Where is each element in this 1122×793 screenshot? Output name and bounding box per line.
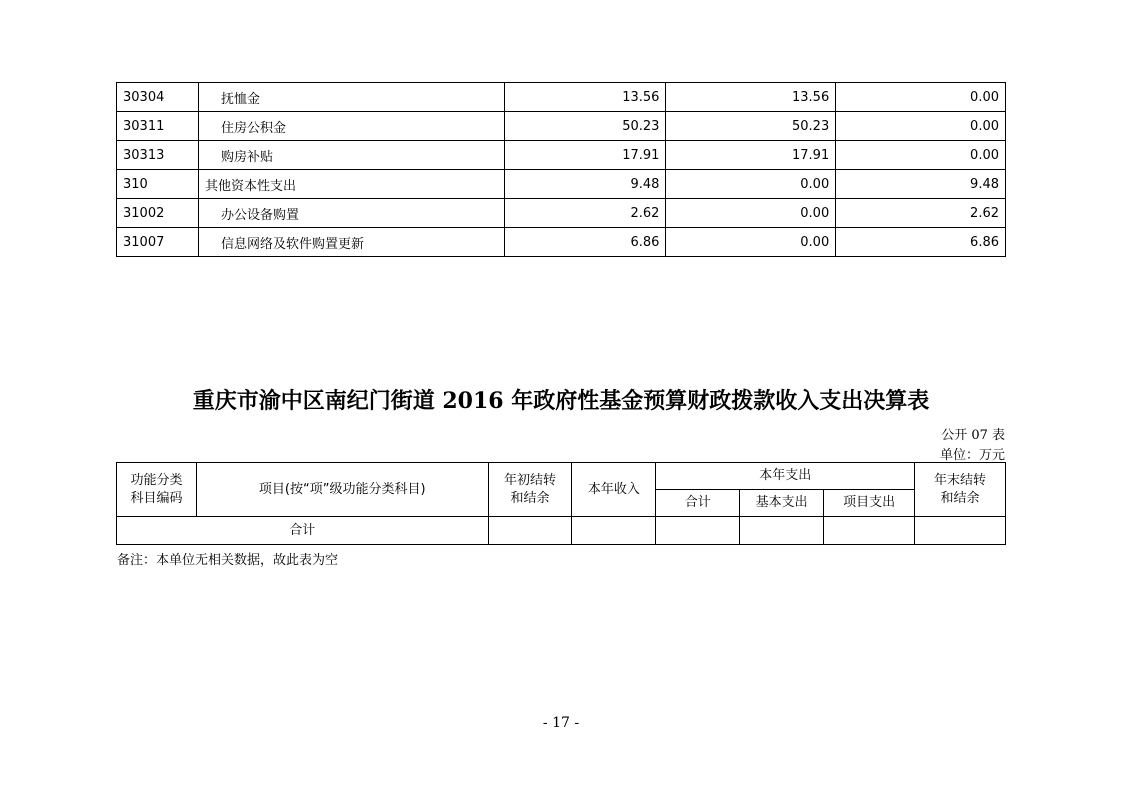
row-name: 信息网络及软件购置更新 [198,228,504,257]
table-row [117,228,1006,257]
page-title: 重庆市渝中区南纪门街道 2016 年政府性基金预算财政拨款收入支出决算表 [192,388,930,414]
row-code: 30313 [117,141,199,170]
row-name: 购房补贴 [198,141,504,170]
row-basic: 0.00 [666,199,836,228]
table-row [117,112,1006,141]
form-number: 公开 07 表 [941,428,1005,443]
row-basic: 13.56 [666,83,836,112]
total-expense-total [656,517,740,545]
total-income [572,517,656,545]
row-code: 30304 [117,83,199,112]
header-end-line1: 年末结转 [934,472,987,488]
row-basic: 0.00 [666,228,836,257]
header-code-line2: 科目编码 [130,490,183,506]
header-code-line1: 功能分类 [130,472,183,488]
header-end [915,463,1006,517]
row-total: 17.91 [504,141,666,170]
row-total: 2.62 [504,199,666,228]
row-name: 住房公积金 [198,112,504,141]
row-project: 0.00 [836,83,1006,112]
row-basic: 17.91 [666,141,836,170]
header-item: 项目(按“项”级功能分类科目) [196,463,488,517]
table-row [117,83,1006,112]
header-end-line2: 和结余 [940,490,980,506]
header-begin-line1: 年初结转 [503,472,556,488]
unit-label: 单位：万元 [939,448,1005,463]
header-row [117,463,1006,490]
row-code: 31002 [117,199,199,228]
row-project: 0.00 [836,141,1006,170]
header-expense: 本年支出 [656,463,915,490]
row-name: 办公设备购置 [198,199,504,228]
row-project: 9.48 [836,170,1006,199]
row-total: 13.56 [504,83,666,112]
row-project: 2.62 [836,199,1006,228]
header-begin-line2: 和结余 [510,490,550,506]
row-total: 9.48 [504,170,666,199]
row-code: 310 [117,170,199,199]
header-expense-project: 项目支出 [824,490,915,517]
table-row [117,141,1006,170]
expense-detail-table [116,82,1006,257]
table-row [117,199,1006,228]
footnote: 备注：本单位无相关数据，故此表为空 [117,553,339,568]
row-basic: 50.23 [666,112,836,141]
row-code: 31007 [117,228,199,257]
header-begin [488,463,572,517]
row-total: 6.86 [504,228,666,257]
header-expense-basic: 基本支出 [740,490,824,517]
header-expense-total: 合计 [656,490,740,517]
total-end [915,517,1006,545]
row-total: 50.23 [504,112,666,141]
row-name: 抚恤金 [198,83,504,112]
row-project: 6.86 [836,228,1006,257]
total-label: 合计 [117,517,489,545]
header-code [117,463,197,517]
row-name: 其他资本性支出 [198,170,504,199]
page-number: - 17 - [542,715,580,731]
row-code: 30311 [117,112,199,141]
total-expense-project [824,517,915,545]
fund-budget-table [116,462,1006,545]
total-expense-basic [740,517,824,545]
table-row [117,170,1006,199]
total-begin [488,517,572,545]
header-income: 本年收入 [572,463,656,517]
row-basic: 0.00 [666,170,836,199]
total-row [117,517,1006,545]
row-project: 0.00 [836,112,1006,141]
